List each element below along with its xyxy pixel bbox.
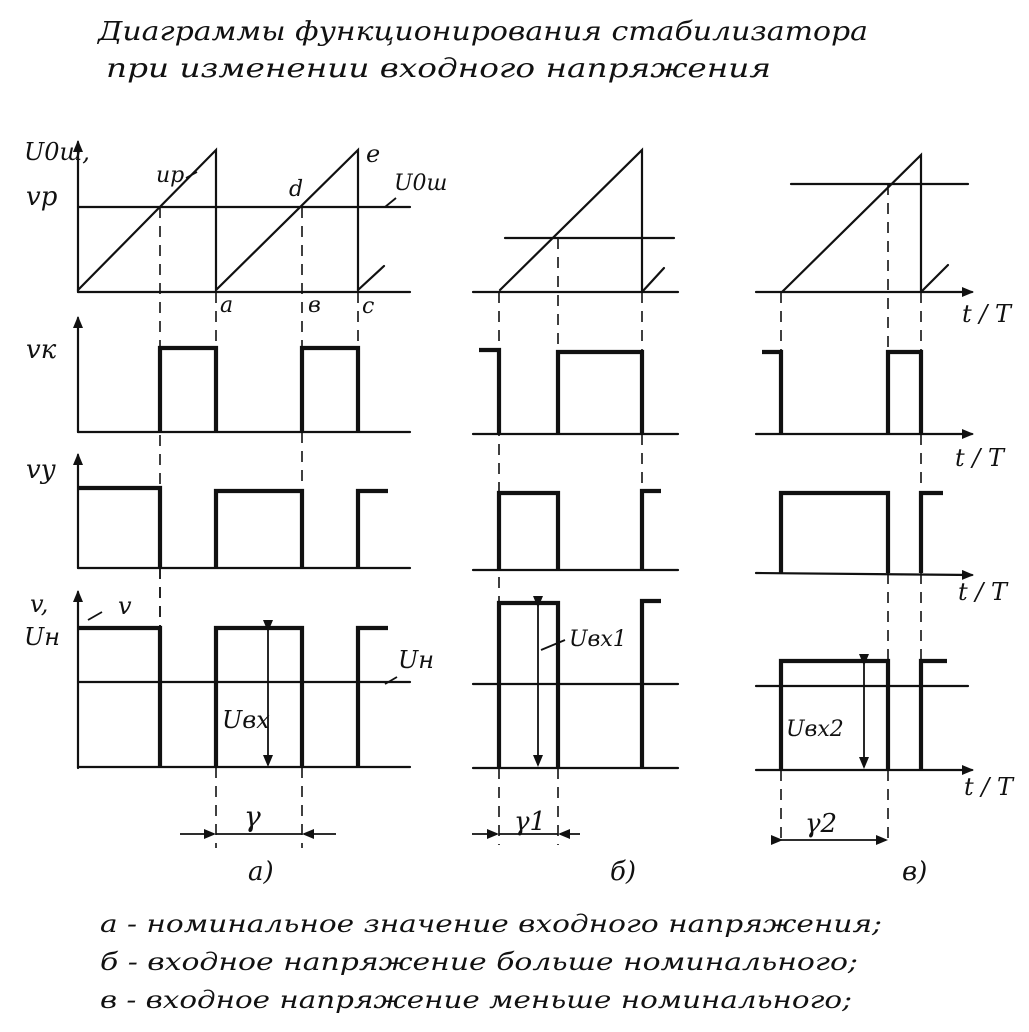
title-line-2: при изменении входного напряжения [106, 54, 771, 84]
label-gamma1: γ1 [514, 807, 547, 837]
axis-label-u0sh: U0ш, [24, 138, 90, 166]
label-v: v [118, 592, 132, 620]
axis-label-vp: vр [26, 182, 58, 212]
panel-caption-a: а) [248, 857, 274, 887]
legend-line-b: б - входное напряжение больше номинального; [100, 948, 858, 976]
label-point-a: a [220, 293, 234, 318]
label-uh: Uн [398, 646, 435, 674]
v-uh-panel-c [756, 661, 968, 770]
label-u0sh: U0ш [394, 171, 448, 196]
axis-label-uh: Uн [24, 623, 61, 651]
baselines [78, 292, 972, 770]
axis-label-vy: vy [26, 455, 56, 485]
label-point-b: в [308, 293, 321, 318]
sawtooth-panel-b [500, 150, 674, 292]
dashed-projections [160, 184, 921, 848]
panel-caption-b: б) [610, 857, 637, 887]
legend-line-c: в - входное напряжение меньше номинального; [100, 986, 852, 1014]
panel-caption-c: в) [902, 857, 928, 887]
time-axis-label-4: t / T [964, 773, 1013, 801]
label-ramp-vp: uр [156, 163, 185, 188]
legend-line-a: а - номинальное значение входного напряжения; [100, 910, 882, 938]
title-line-1: Диаграммы функционирования стабилизатора [96, 17, 868, 47]
label-uvx1: Uвх1 [569, 627, 627, 652]
label-uvx: Uвх [222, 706, 270, 734]
v-uh-panel-a [78, 612, 410, 767]
label-point-d: d [289, 177, 304, 202]
time-axis-label-2: t / T [955, 444, 1004, 472]
axis-label-vk: vк [26, 335, 57, 365]
label-gamma: γ [244, 800, 261, 833]
label-gamma2: γ2 [805, 809, 838, 839]
sawtooth-panel-a [78, 150, 410, 290]
vk-pulses [160, 348, 921, 434]
label-uvx2: Uвх2 [786, 717, 844, 742]
label-point-c: c [362, 294, 375, 319]
label-point-e: e [366, 140, 381, 168]
time-axis-label-3: t / T [958, 578, 1007, 606]
sawtooth-panel-c [782, 155, 968, 292]
time-axis-label-1: t / T [962, 300, 1011, 328]
vy-pulses [78, 488, 943, 573]
axis-label-v: v, [30, 590, 49, 618]
